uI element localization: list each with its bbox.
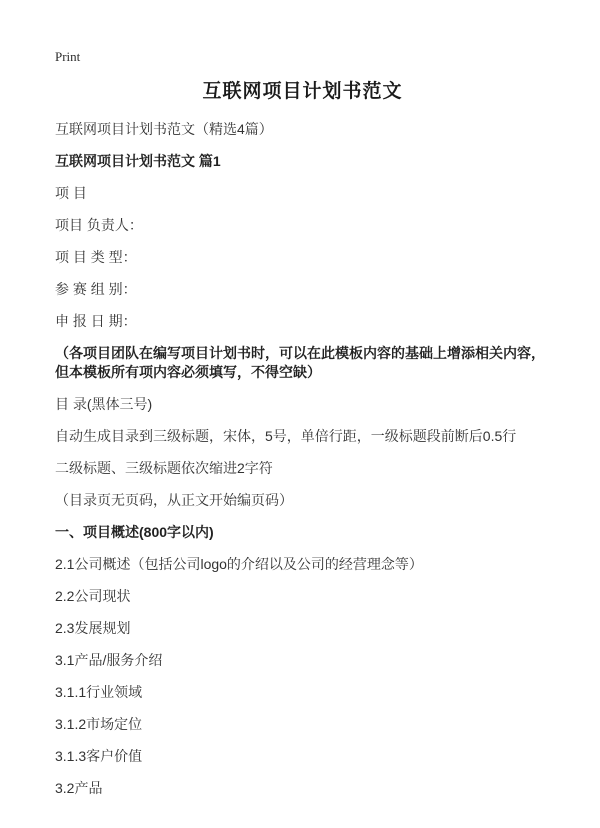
field-label-project-leader: 项目 负责人： [55,217,143,233]
item-3-1-product-service-intro: 3.1产品/服务介绍 [55,652,163,668]
template-instructions-note: （各项目团队在编写项目计划书时，可以在此模板内容的基础上增添相关内容，但本模板所有项内容必须填写，不得空缺） [55,345,545,380]
field-label-competition-group: 参 赛 组 别： [55,281,137,297]
print-link[interactable]: Print [55,49,81,64]
item-3-2-product: 3.2产品 [55,780,103,796]
item-3-1-1-industry-field: 3.1.1行业领域 [55,684,143,700]
toc-heading: 目 录(黑体三号) [55,396,153,412]
section-title-part1: 互联网项目计划书范文 篇1 [55,153,221,169]
toc-pagination-note: （目录页无页码，从正文开始编页码） [55,492,293,508]
item-3-1-2-market-positioning: 3.1.2市场定位 [55,716,143,732]
item-2-1-company-overview: 2.1公司概述（包括公司logo的介绍以及公司的经营理念等） [55,556,423,572]
field-label-project: 项 目 [55,185,87,201]
toc-format-note-2: 二级标题、三级标题依次缩进2字符 [55,460,273,476]
item-3-1-3-customer-value: 3.1.3客户价值 [55,748,143,764]
toc-format-note-1: 自动生成目录到三级标题，宋体，5号，单倍行距，一级标题段前断后0.5行 [55,428,517,444]
document-body [55,120,550,798]
item-2-3-development-plan: 2.3发展规划 [55,620,131,636]
document-title: 互联网项目计划书范文 [202,81,403,102]
item-2-2-company-status: 2.2公司现状 [55,588,131,604]
field-label-project-type: 项 目 类 型： [55,249,137,265]
section-heading-1-overview: 一、项目概述(800字以内) [55,524,214,540]
document-subtitle: 互联网项目计划书范文（精选4篇） [55,121,273,137]
field-label-application-date: 申 报 日 期： [55,313,137,329]
